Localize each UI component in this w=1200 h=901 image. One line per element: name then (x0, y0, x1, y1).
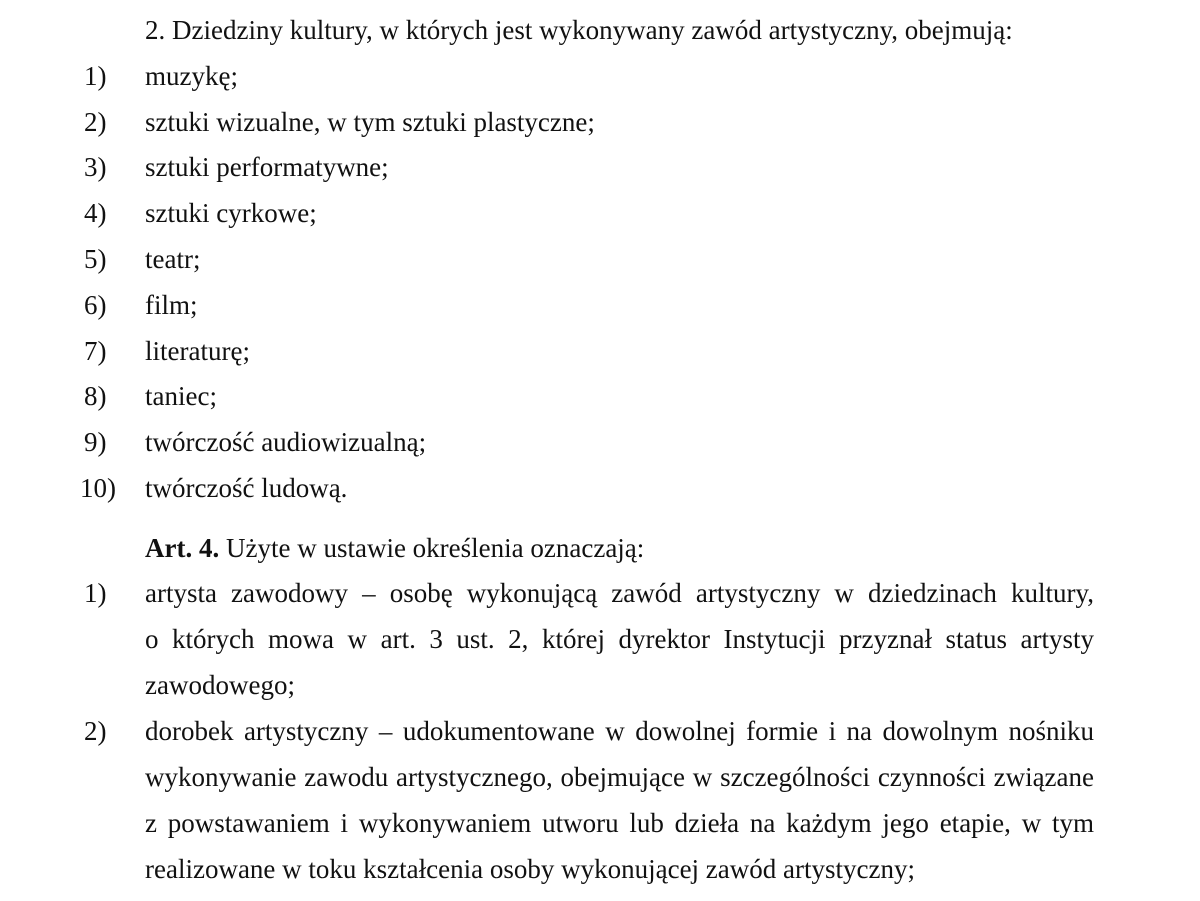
list-item-number: 9) (84, 427, 107, 457)
definition-line: dorobek artystyczny – udokumentowane w dowolnej formie i na dowolnym nośniku (145, 716, 1094, 746)
definition-line: zawodowego; (145, 670, 295, 700)
definition-line: artysta zawodowy – osobę wykonującą zawód artystyczny w dziedzinach kultury, (145, 578, 1094, 608)
definition-line: o których mowa w art. 3 ust. 2, której dyrektor Instytucji przyznał status artysty (145, 624, 1094, 654)
article-label: Art. 4. (145, 533, 220, 563)
list-item-text: teatr; (145, 244, 201, 274)
article-heading (145, 532, 644, 564)
definition-line: realizowane w toku kształcenia osoby wykonującej zawód artystyczny; (145, 854, 915, 884)
list-item-text: taniec; (145, 381, 217, 411)
list-item-number: 10) (80, 473, 116, 503)
list-item-text: literaturę; (145, 336, 250, 366)
list-item-text: twórczość audiowizualną; (145, 427, 427, 457)
list-item-text: sztuki performatywne; (145, 152, 389, 182)
definition-number: 2) (84, 716, 107, 746)
list-item-text: film; (145, 290, 198, 320)
list-item-number: 3) (84, 152, 107, 182)
list-item-number: 7) (84, 336, 107, 366)
list-item-text: sztuki cyrkowe; (145, 198, 317, 228)
list-item-number: 8) (84, 381, 107, 411)
article-intro: Użyte w ustawie określenia oznaczają: (219, 533, 645, 563)
list-item-number: 4) (84, 198, 107, 228)
list-item-text: muzykę; (145, 61, 238, 91)
list-item-number: 1) (84, 61, 107, 91)
definition-line: z powstawaniem i wykonywaniem utworu lub dzieła na każdym jego etapie, w tym (145, 808, 1094, 838)
list-item-text: sztuki wizualne, w tym sztuki plastyczne; (145, 107, 595, 137)
list-item-number: 6) (84, 290, 107, 320)
definition-number: 1) (84, 578, 107, 608)
list-item-number: 2) (84, 107, 107, 137)
section-intro: 2. Dziedziny kultury, w których jest wykonywany zawód artystyczny, obejmują: (145, 15, 1013, 45)
list-item-number: 5) (84, 244, 107, 274)
list-item-text: twórczość ludową. (145, 473, 348, 503)
definition-line: wykonywanie zawodu artystycznego, obejmujące w szczególności czynności związane (145, 762, 1094, 792)
